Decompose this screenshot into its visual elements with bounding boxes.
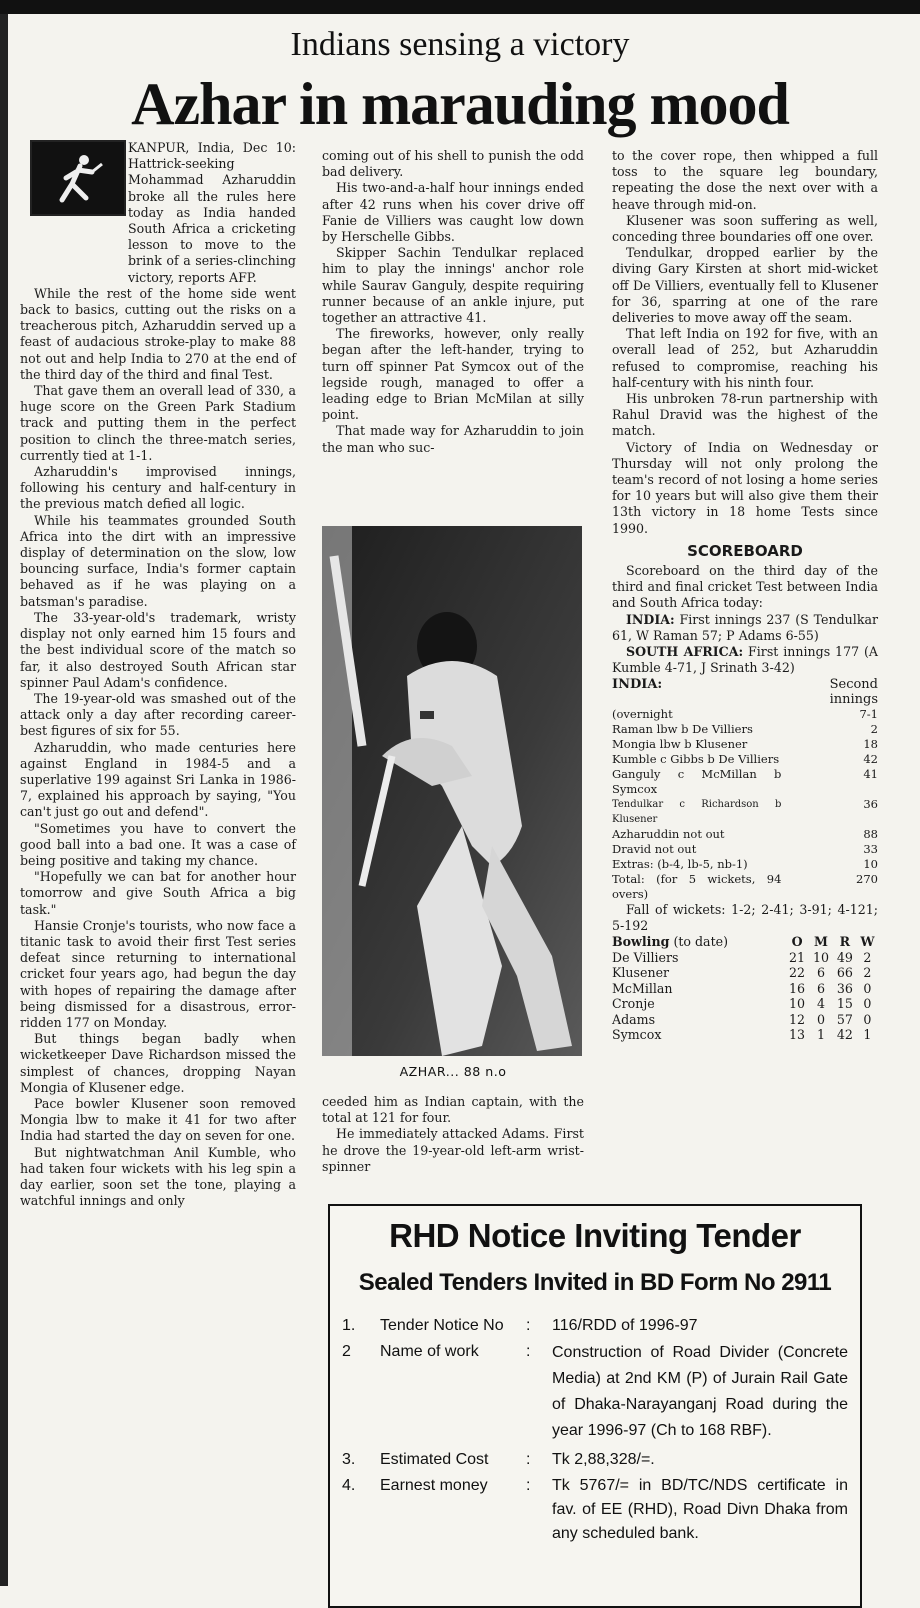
article-paragraph: While the rest of the home side went back to basics, cutting out the risks on a treacherous pitch, Azharuddin served up a feast of audacious stroke-play to make 88 not out and help India to 270 at the end of the third day of the third and final Test.	[20, 285, 296, 382]
runs: 42	[836, 1027, 853, 1043]
runs: 2	[870, 721, 878, 736]
overs: 21	[789, 949, 806, 965]
tender-notice-ad	[328, 1204, 862, 1608]
runs: 66	[836, 965, 853, 981]
item-colon: :	[526, 1317, 531, 1334]
article-paragraph: Skipper Sachin Tendulkar replaced him to play the innings' anchor role while Saurav Ganguly, despite requiring runner because of an ankle injure, put together an attractive 41.	[322, 245, 584, 326]
team-label: INDIA:	[626, 611, 675, 627]
article-paragraph: But things began badly when wicketkeeper Dave Richardson missed the simplest of chances, dropping Nayan Mongia of Klusener edge.	[20, 1031, 296, 1095]
item-label: Earnest money	[380, 1477, 488, 1494]
article-paragraph: coming out of his shell to punish the odd bad delivery.	[322, 148, 584, 180]
bowling-label: Bowling	[612, 933, 670, 949]
runs: 33	[863, 841, 878, 856]
innings-summary: First innings 177 (A Kumble 4-71, J Srinath 3-42)	[612, 644, 878, 676]
item-colon: :	[526, 1343, 531, 1360]
left-margin-rule	[0, 14, 8, 1586]
article-paragraph: That left India on 192 for five, with an overall lead of 252, but Azharuddin refused to compromise, reaching his half-century with his ninth four.	[612, 326, 878, 390]
article-paragraph: His unbroken 78-run partnership with Rahul Dravid was the highest of the match.	[612, 391, 878, 439]
batsman: Kumble c Gibbs b De Villiers	[612, 751, 780, 766]
runs: 88	[863, 826, 878, 841]
article-paragraph: ceeded him as Indian captain, with the total at 121 for four.	[322, 1094, 584, 1126]
article-paragraph: Klusener was soon suffering as well, conceding three boundaries off one over.	[612, 212, 878, 245]
article-paragraph: But nightwatchman Anil Kumble, who had taken four wickets with his leg spin a day earlier, soon set the tone, playing a watchful innings and only	[20, 1144, 296, 1209]
runs: 18	[863, 736, 878, 751]
runs: 36	[863, 796, 878, 811]
article-column-3	[612, 148, 878, 1043]
wickets: 0	[863, 1011, 872, 1027]
runs: 270	[856, 871, 878, 886]
list-item	[342, 1340, 848, 1444]
batsman: Raman lbw b De Villiers	[612, 721, 753, 736]
wickets: 0	[863, 980, 872, 996]
article-paragraph: He immediately attacked Adams. First he drove the 19-year-old left-arm wrist-spinner	[322, 1126, 584, 1174]
scoreboard-title: SCOREBOARD	[687, 541, 803, 560]
list-item	[342, 1314, 848, 1338]
table-row	[612, 737, 878, 752]
article-paragraph: to the cover rope, then whipped a full toss to the square leg boundary, repeating the dose the next over with a heave through mid-on.	[612, 148, 878, 212]
table-row	[612, 872, 878, 902]
ad-title: RHD Notice Inviting Tender	[389, 1217, 801, 1254]
col-r: R	[839, 933, 851, 949]
list-item	[342, 1474, 848, 1546]
bowler: Symcox	[612, 1027, 662, 1043]
innings-summary: First innings 237 (S Tendulkar 61, W Raman 57; P Adams 6-55)	[612, 611, 878, 643]
overs: 16	[789, 980, 806, 996]
team-label: SOUTH AFRICA:	[626, 644, 744, 660]
batsman: Total: (for 5 wickets, 94 overs)	[612, 871, 782, 901]
table-row	[612, 996, 878, 1012]
article-paragraph: The 33-year-old's trademark, wristy display not only earned him 15 fours and the best individual score of the match so far, it also destroyed South African star spinner Paul Adam's confidence.	[20, 609, 296, 690]
article-paragraph: Azharuddin's improvised innings, following his century and half-century in the previous match defied all logic.	[20, 464, 296, 512]
overnight-label: (overnight	[612, 706, 673, 721]
batsman: Tendulkar c Richardson b Klusener	[612, 798, 782, 825]
table-row	[612, 827, 878, 842]
col-o: O	[791, 933, 803, 949]
item-number: 4.	[342, 1477, 356, 1494]
bowler: Adams	[612, 1011, 656, 1027]
runs: 10	[863, 856, 878, 871]
article-paragraph: Pace bowler Klusener soon removed Mongia lbw to make it 41 for two after India had started the day on seven for one.	[20, 1095, 296, 1144]
item-value: 116/RDD of 1996-97	[552, 1317, 698, 1334]
table-row	[612, 842, 878, 857]
batsman: Azharuddin not out	[612, 826, 725, 841]
bowling-header-row	[612, 934, 878, 950]
tender-list	[342, 1314, 848, 1546]
table-row	[612, 767, 878, 797]
bowler: Cronje	[612, 996, 655, 1012]
table-row	[612, 965, 878, 981]
article-paragraph: That gave them an overall lead of 330, a huge score on the Green Park Stadium track and putting them in the perfect position to clinch the three-match series, currently tied at 1-1.	[20, 383, 296, 463]
col-m: M	[814, 933, 828, 949]
runs: 15	[836, 996, 853, 1012]
bowler: Klusener	[612, 965, 670, 981]
overnight-value: 7-1	[859, 706, 878, 721]
batsman: Extras: (b-4, lb-5, nb-1)	[612, 856, 748, 871]
bowling-card	[612, 934, 878, 1043]
wickets: 0	[863, 996, 872, 1012]
overs: 13	[789, 1027, 806, 1043]
batting-card	[612, 677, 878, 902]
article-paragraph: The 19-year-old was smashed out of the attack only a day after recording career-best figures of six for 55.	[20, 690, 296, 739]
fall-of-wickets: Fall of wickets: 1-2; 2-41; 3-91; 4-121; 5-192	[612, 901, 878, 933]
list-item	[342, 1448, 848, 1472]
runs: 42	[863, 751, 878, 766]
article-column-2-continued	[322, 1094, 584, 1175]
item-colon: :	[526, 1451, 531, 1468]
kicker: Indians sensing a victory	[290, 26, 630, 63]
table-row	[612, 1012, 878, 1028]
article-paragraph: His two-and-a-half hour innings ended after 42 runs when his cover drive off Fanie de Villiers was caught low down by Herschelle Gibbs.	[322, 180, 584, 245]
article-paragraph: "Sometimes you have to convert the good ball into a bad one. It was a case of being positive and taking my chance.	[20, 820, 296, 868]
item-value: Construction of Road Divider (Concrete Media) at 2nd KM (P) of Jurain Rail Gate of Dhaka-Narayanganj Road during the year 1996-97 (Ch to 168 RBF).	[552, 1344, 848, 1439]
article-paragraph: Azharuddin, who made centuries here against England in 1984-5 and a superlative 199 against Sri Lanka in 1986-7, explained his approach by saying, "You can't just go out and defend".	[20, 739, 296, 820]
scoreboard-india-first	[612, 612, 878, 644]
batsman-photo	[322, 526, 582, 1056]
article-paragraph: While his teammates grounded South Africa into the dirt with an impressive display of determination on the slow, low bouncing surface, India's former captain behaved as if he was playing on a batsman's paradise.	[20, 512, 296, 609]
batsman: Ganguly c McMillan b Symcox	[612, 766, 782, 796]
bowler: McMillan	[612, 980, 673, 996]
article-column-1	[20, 140, 296, 1209]
item-value: Tk 5767/= in BD/TC/NDS certificate in fav. of EE (RHD), Road Divn Dhaka from any scheduled bank.	[552, 1477, 848, 1542]
item-number: 2	[342, 1343, 351, 1360]
maidens: 4	[816, 996, 825, 1012]
item-label: Estimated Cost	[380, 1451, 489, 1468]
innings-label: Second innings	[829, 676, 878, 707]
maidens: 0	[816, 1011, 825, 1027]
scoreboard-intro: Scoreboard on the third day of the third and final cricket Test between India and South Africa today:	[612, 563, 878, 611]
table-row	[612, 752, 878, 767]
item-number: 3.	[342, 1451, 356, 1468]
item-label: Tender Notice No	[380, 1317, 504, 1334]
batting-header-row	[612, 677, 878, 707]
col-w: W	[860, 933, 875, 949]
overs: 12	[789, 1011, 806, 1027]
article-paragraph: KANPUR, India, Dec 10: Hattrick-seeking Mohammad Azharuddin broke all the rules here today as India handed South Africa a cricketing lesson to move to the brink of a series-clinching victory, reports AFP.	[128, 140, 296, 285]
table-row	[612, 981, 878, 997]
maidens: 10	[812, 949, 829, 965]
batsman: Mongia lbw b Klusener	[612, 736, 748, 751]
overs: 22	[789, 965, 806, 981]
runs: 49	[836, 949, 853, 965]
item-value: Tk 2,88,328/=.	[552, 1451, 655, 1468]
runs: 57	[836, 1011, 853, 1027]
headline: Azhar in marauding mood	[131, 71, 789, 137]
maidens: 6	[816, 980, 825, 996]
overs: 10	[789, 996, 806, 1012]
wickets: 1	[863, 1027, 872, 1043]
table-row	[612, 950, 878, 966]
bowler: De Villiers	[612, 949, 679, 965]
maidens: 1	[816, 1027, 825, 1043]
scoreboard	[612, 543, 878, 1043]
table-row	[612, 1027, 878, 1043]
overnight-row	[612, 707, 878, 722]
page-top-bar	[0, 0, 920, 14]
item-number: 1.	[342, 1317, 356, 1334]
photo-caption: AZHAR... 88 n.o	[399, 1064, 507, 1079]
table-row	[612, 797, 878, 827]
team-label: INDIA:	[612, 676, 663, 692]
wickets: 2	[863, 949, 872, 965]
scoreboard-sa-first	[612, 644, 878, 676]
table-row	[612, 857, 878, 872]
article-paragraph: The fireworks, however, only really began after the left-hander, trying to turn off spinner Pat Symcox out of the legside rough, managed to offer a leading edge to Brian McMilan at silly point.	[322, 326, 584, 423]
item-label: Name of work	[380, 1343, 479, 1360]
article-paragraph: Hansie Cronje's tourists, who now face a titanic task to avoid their first Test series defeat since returning to international cricket four years ago, had begun the day with hopes of repairing the damage after being dismissed for a disastrous, error-ridden 177 on Monday.	[20, 917, 296, 1030]
bowling-note: (to date)	[673, 933, 728, 949]
article-paragraph: Tendulkar, dropped earlier by the diving Gary Kirsten at short mid-wicket off De Villiers, eventually fell to Klusener for 36, sparring at one of the rare deliveries to move away off the seam.	[612, 245, 878, 326]
ad-subtitle: Sealed Tenders Invited in BD Form No 2911	[358, 1269, 832, 1296]
article-column-2	[322, 148, 584, 456]
table-row	[612, 722, 878, 737]
article-paragraph: That made way for Azharuddin to join the man who suc-	[322, 423, 584, 455]
item-colon: :	[526, 1477, 531, 1494]
batsman: Dravid not out	[612, 841, 697, 856]
wickets: 2	[863, 965, 872, 981]
maidens: 6	[816, 965, 825, 981]
runs: 41	[863, 766, 878, 781]
runs: 36	[836, 980, 853, 996]
article-paragraph: "Hopefully we can bat for another hour tomorrow and give South Africa a big task."	[20, 869, 296, 917]
article-paragraph: Victory of India on Wednesday or Thursday will not only prolong the team's record of not losing a home series for 10 years but will also give them their 13th victory in 18 home Tests since 1990.	[612, 439, 878, 536]
